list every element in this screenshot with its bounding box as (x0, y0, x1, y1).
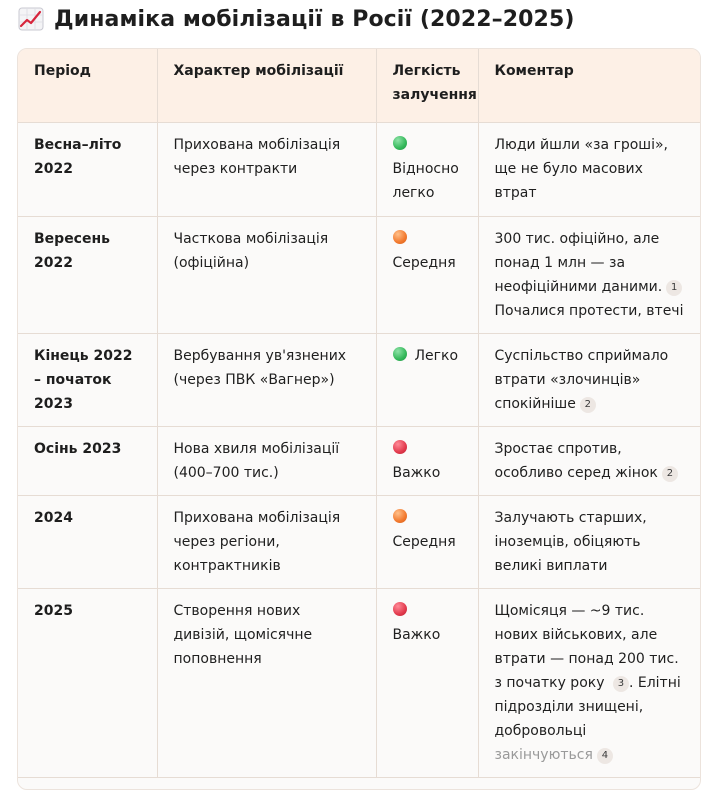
table-row (18, 216, 700, 333)
ease-cell (376, 495, 478, 588)
red-circle-icon (393, 602, 407, 616)
comment-cell (478, 426, 700, 495)
column-header-comment: Коментар (478, 49, 700, 122)
citation-badge[interactable]: 1 (666, 280, 682, 296)
ease-cell (376, 588, 478, 777)
nature-cell: Прихована мобілізація через контракти (157, 122, 376, 216)
comment-cell (478, 333, 700, 426)
table-row (18, 588, 700, 777)
table-row (18, 333, 700, 426)
chart-increasing-icon (18, 7, 44, 31)
nature-cell: Прихована мобілізація через регіони, контрактників (157, 495, 376, 588)
citation-badge[interactable]: 4 (597, 748, 613, 764)
ease-label: Середня (392, 533, 456, 550)
comment-text: 300 тис. офіційно, але понад 1 млн — за неофіційними даними. (494, 230, 663, 295)
ease-cell (376, 333, 478, 426)
period-cell: Осінь 2023 (18, 426, 157, 495)
comment-text-faded: закінчуються (494, 746, 593, 763)
ease-label: Важко (392, 626, 441, 643)
table-header-row (18, 49, 700, 122)
nature-cell: Часткова мобілізація (офіційна) (157, 216, 376, 333)
comment-text: Почалися протести, втечі (494, 302, 684, 319)
citation-badge[interactable]: 2 (662, 466, 678, 482)
citation-badge[interactable]: 3 (613, 676, 629, 692)
table-row (18, 495, 700, 588)
comment-cell: Залучають старших, іноземців, обіцяють великі виплати (478, 495, 700, 588)
period-cell: Весна–літо 2022 (18, 122, 157, 216)
column-header-ease: Легкість залучення (376, 49, 478, 122)
table-row (18, 122, 700, 216)
period-cell: Вересень 2022 (18, 216, 157, 333)
column-header-period: Період (18, 49, 157, 122)
ease-label: Важко (392, 464, 441, 481)
green-circle-icon (393, 347, 407, 361)
ease-label: Легко (414, 347, 459, 364)
table-row (18, 426, 700, 495)
ease-cell (376, 426, 478, 495)
orange-circle-icon (393, 230, 407, 244)
comment-text: . Елітні підрозділи знищені, добровольці (494, 674, 681, 739)
comment-cell (478, 216, 700, 333)
comment-text: Зростає спротив, особливо серед жінок (494, 440, 658, 481)
green-circle-icon (393, 136, 407, 150)
nature-cell: Створення нових дивізій, щомісячне поповнення (157, 588, 376, 777)
period-cell: Кінець 2022 – початок 2023 (18, 333, 157, 426)
red-circle-icon (393, 440, 407, 454)
column-header-nature: Характер мобілізації (157, 49, 376, 122)
ease-label: Відносно легко (392, 160, 459, 201)
nature-cell: Нова хвиля мобілізації (400–700 тис.) (157, 426, 376, 495)
comment-text: Суспільство сприймало втрати «злочинців» спокійніше (494, 347, 669, 412)
period-cell: 2024 (18, 495, 157, 588)
ease-label: Середня (392, 254, 456, 271)
citation-badge[interactable]: 2 (580, 397, 596, 413)
comment-cell (478, 588, 700, 777)
comment-cell: Люди йшли «за гроші», ще не було масових втрат (478, 122, 700, 216)
title-row (18, 4, 575, 34)
comment-text: Щомісяця — ~9 тис. нових військових, але втрати — понад 200 тис. з початку року (494, 602, 679, 691)
ease-cell (376, 122, 478, 216)
orange-circle-icon (393, 509, 407, 523)
page-title: Динаміка мобілізації в Росії (2022–2025) (54, 6, 575, 32)
ease-cell (376, 216, 478, 333)
nature-cell: Вербування ув'язнених (через ПВК «Вагнер») (157, 333, 376, 426)
mobilization-table (17, 48, 701, 790)
period-cell: 2025 (18, 588, 157, 777)
